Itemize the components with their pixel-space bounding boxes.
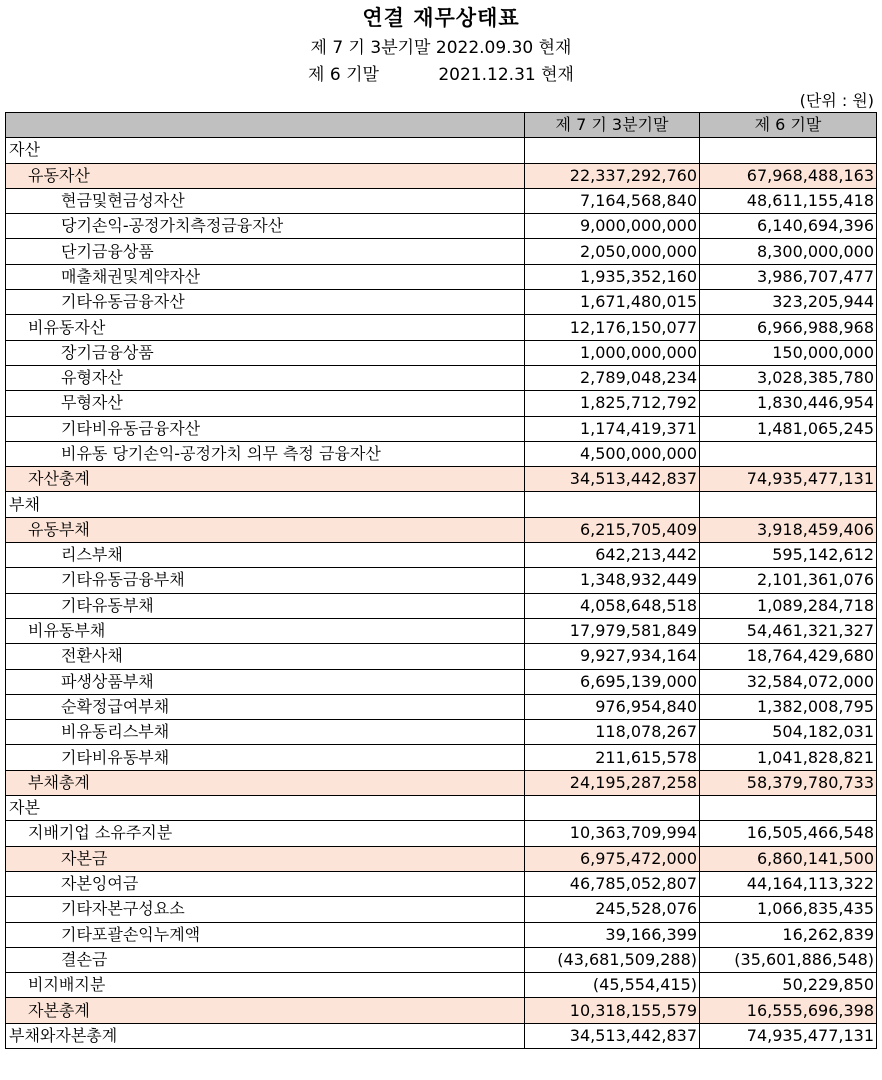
table-row (6, 315, 877, 340)
table-row (6, 1023, 877, 1048)
table-row (6, 694, 877, 719)
table-row (6, 846, 877, 871)
column-header-prior: 제 6 기말 (700, 113, 877, 138)
row-label: 장기금융상품 (6, 340, 525, 365)
table-row (6, 947, 877, 972)
row-label: 자본잉여금 (6, 871, 525, 896)
value-current: 1,825,712,792 (525, 391, 700, 416)
row-label: 유형자산 (6, 365, 525, 390)
value-prior: 3,986,707,477 (700, 264, 877, 289)
row-label: 현금및현금성자산 (6, 188, 525, 213)
table-row (6, 467, 877, 492)
value-prior: 323,205,944 (700, 290, 877, 315)
table-row (6, 922, 877, 947)
table-row (6, 973, 877, 998)
row-label: 비유동부채 (6, 618, 525, 643)
value-prior: 2,101,361,076 (700, 568, 877, 593)
table-row (6, 644, 877, 669)
row-label: 기타비유동금융자산 (6, 416, 525, 441)
table-row (6, 720, 877, 745)
value-current: 46,785,052,807 (525, 871, 700, 896)
row-label: 리스부채 (6, 543, 525, 568)
value-prior: 32,584,072,000 (700, 669, 877, 694)
value-current: 1,671,480,015 (525, 290, 700, 315)
value-prior: 54,461,321,327 (700, 618, 877, 643)
row-label: 기타유동금융부채 (6, 568, 525, 593)
value-prior: 1,066,835,435 (700, 897, 877, 922)
value-prior: 74,935,477,131 (700, 467, 877, 492)
row-label: 비유동 당기손익-공정가치 의무 측정 금융자산 (6, 441, 525, 466)
column-header-current: 제 7 기 3분기말 (525, 113, 700, 138)
value-current: 245,528,076 (525, 897, 700, 922)
period-current: 제 7 기 3분기말 2022.09.30 현재 (310, 38, 572, 58)
value-prior: 44,164,113,322 (700, 871, 877, 896)
table-row (6, 492, 877, 517)
value-prior: 16,505,466,548 (700, 821, 877, 846)
value-current: 976,954,840 (525, 694, 700, 719)
table-row (6, 821, 877, 846)
value-prior: 67,968,488,163 (700, 163, 877, 188)
value-current: 12,176,150,077 (525, 315, 700, 340)
row-label: 유동부채 (6, 517, 525, 542)
value-prior: 8,300,000,000 (700, 239, 877, 264)
table-row (6, 998, 877, 1023)
table-row (6, 568, 877, 593)
value-current: 7,164,568,840 (525, 188, 700, 213)
row-label: 비유동리스부채 (6, 720, 525, 745)
value-prior: 16,555,696,398 (700, 998, 877, 1023)
row-label: 결손금 (6, 947, 525, 972)
table-row (6, 517, 877, 542)
value-prior: 74,935,477,131 (700, 1023, 877, 1048)
value-current: 10,318,155,579 (525, 998, 700, 1023)
table-header-row (6, 113, 877, 138)
value-current: 39,166,399 (525, 922, 700, 947)
value-current: 9,927,934,164 (525, 644, 700, 669)
value-prior: 18,764,429,680 (700, 644, 877, 669)
table-row (6, 745, 877, 770)
table-row (6, 264, 877, 289)
value-prior: 6,140,694,396 (700, 214, 877, 239)
value-current: 2,050,000,000 (525, 239, 700, 264)
value-prior: 3,028,385,780 (700, 365, 877, 390)
value-current: 6,975,472,000 (525, 846, 700, 871)
table-row (6, 239, 877, 264)
value-current: 211,615,578 (525, 745, 700, 770)
balance-sheet-table (5, 112, 877, 1049)
value-current: (45,554,415) (525, 973, 700, 998)
value-current: 24,195,287,258 (525, 770, 700, 795)
table-row (6, 796, 877, 821)
value-current: 1,174,419,371 (525, 416, 700, 441)
table-row (6, 138, 877, 163)
value-prior (700, 441, 877, 466)
table-row (6, 543, 877, 568)
row-label: 비지배지분 (6, 973, 525, 998)
row-label: 기타자본구성요소 (6, 897, 525, 922)
row-label: 매출채권및계약자산 (6, 264, 525, 289)
value-prior: (35,601,886,548) (700, 947, 877, 972)
value-prior: 1,041,828,821 (700, 745, 877, 770)
value-current: 1,348,932,449 (525, 568, 700, 593)
table-row (6, 188, 877, 213)
value-prior (700, 492, 877, 517)
value-prior: 504,182,031 (700, 720, 877, 745)
value-prior: 58,379,780,733 (700, 770, 877, 795)
value-prior: 595,142,612 (700, 543, 877, 568)
value-current: 642,213,442 (525, 543, 700, 568)
table-row (6, 391, 877, 416)
row-label: 자산 (6, 138, 525, 163)
value-prior: 3,918,459,406 (700, 517, 877, 542)
row-label: 부채총계 (6, 770, 525, 795)
value-current: 9,000,000,000 (525, 214, 700, 239)
row-label: 순확정급여부채 (6, 694, 525, 719)
row-label: 기타포괄손익누계액 (6, 922, 525, 947)
value-prior (700, 796, 877, 821)
value-current: 17,979,581,849 (525, 618, 700, 643)
value-current (525, 796, 700, 821)
value-prior: 48,611,155,418 (700, 188, 877, 213)
value-prior: 16,262,839 (700, 922, 877, 947)
table-row (6, 365, 877, 390)
value-current: 4,058,648,518 (525, 593, 700, 618)
row-label: 단기금융상품 (6, 239, 525, 264)
value-prior: 1,382,008,795 (700, 694, 877, 719)
row-label: 자본금 (6, 846, 525, 871)
period-prior: 제 6 기말 2021.12.31 현재 (308, 65, 574, 85)
value-current (525, 138, 700, 163)
row-label: 유동자산 (6, 163, 525, 188)
page-title: 연결 재무상태표 (362, 6, 520, 30)
value-current (525, 492, 700, 517)
value-current: 1,935,352,160 (525, 264, 700, 289)
row-label: 부채와자본총계 (6, 1023, 525, 1048)
row-label: 자산총계 (6, 467, 525, 492)
table-row (6, 618, 877, 643)
row-label: 부채 (6, 492, 525, 517)
value-current: 4,500,000,000 (525, 441, 700, 466)
unit-label: (단위 : 원) (799, 91, 874, 110)
row-label: 당기손익-공정가치측정금융자산 (6, 214, 525, 239)
value-prior: 6,966,988,968 (700, 315, 877, 340)
table-row (6, 163, 877, 188)
table-row (6, 290, 877, 315)
table-row (6, 340, 877, 365)
table-row (6, 441, 877, 466)
value-prior: 1,830,446,954 (700, 391, 877, 416)
value-prior: 6,860,141,500 (700, 846, 877, 871)
table-row (6, 593, 877, 618)
value-current: 1,000,000,000 (525, 340, 700, 365)
value-current: 34,513,442,837 (525, 467, 700, 492)
table-row (6, 214, 877, 239)
table-row (6, 669, 877, 694)
value-prior: 1,481,065,245 (700, 416, 877, 441)
table-row (6, 897, 877, 922)
value-prior (700, 138, 877, 163)
table-row (6, 871, 877, 896)
table-body (6, 138, 877, 1049)
table-row (6, 770, 877, 795)
row-label: 자본총계 (6, 998, 525, 1023)
value-current: (43,681,509,288) (525, 947, 700, 972)
row-label: 기타유동부채 (6, 593, 525, 618)
value-current: 6,215,705,409 (525, 517, 700, 542)
value-prior: 1,089,284,718 (700, 593, 877, 618)
value-current: 2,789,048,234 (525, 365, 700, 390)
value-current: 22,337,292,760 (525, 163, 700, 188)
row-label: 전환사채 (6, 644, 525, 669)
value-prior: 50,229,850 (700, 973, 877, 998)
row-label: 무형자산 (6, 391, 525, 416)
table-row (6, 416, 877, 441)
value-current: 118,078,267 (525, 720, 700, 745)
column-header-item (6, 113, 525, 138)
row-label: 파생상품부채 (6, 669, 525, 694)
value-current: 10,363,709,994 (525, 821, 700, 846)
row-label: 비유동자산 (6, 315, 525, 340)
row-label: 지배기업 소유주지분 (6, 821, 525, 846)
row-label: 기타유동금융자산 (6, 290, 525, 315)
value-current: 6,695,139,000 (525, 669, 700, 694)
row-label: 자본 (6, 796, 525, 821)
row-label: 기타비유동부채 (6, 745, 525, 770)
value-prior: 150,000,000 (700, 340, 877, 365)
value-current: 34,513,442,837 (525, 1023, 700, 1048)
